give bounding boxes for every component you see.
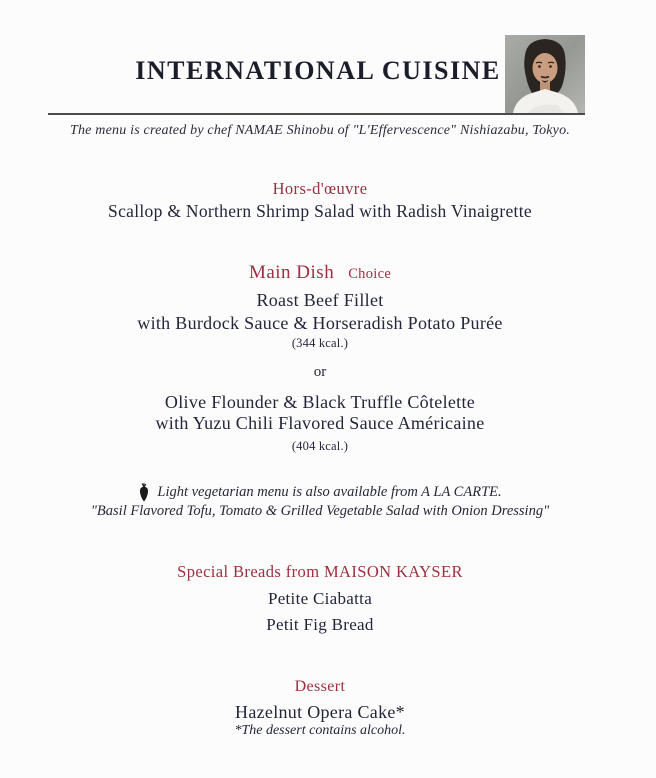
menu-item-fig-bread: Petit Fig Bread xyxy=(266,615,374,634)
menu-item-roast-beef: Roast Beef Fillet xyxy=(256,290,384,310)
carrot-icon xyxy=(138,483,150,502)
menu-item-roast-beef-detail: with Burdock Sauce & Horseradish Potato Purée xyxy=(137,313,503,333)
chef-portrait-photo xyxy=(505,35,585,113)
section-heading-dessert: Dessert xyxy=(294,678,346,695)
menu-item-opera-cake: Hazelnut Opera Cake* xyxy=(235,702,405,722)
section-heading-hors-doeuvre: Hors-d'œuvre xyxy=(272,179,368,198)
or-separator: or xyxy=(313,364,327,380)
calorie-label-option1: (344 kcal.) xyxy=(291,336,349,350)
menu-item-olive-flounder-detail: with Yuzu Chili Flavored Sauce Américaine xyxy=(155,413,485,433)
menu-item-scallop-salad: Scallop & Northern Shrimp Salad with Radish Vinaigrette xyxy=(108,201,532,221)
vegetarian-note-text: Light vegetarian menu is also available from A LA CARTE. xyxy=(157,484,502,500)
alcohol-note: *The dessert contains alcohol. xyxy=(234,723,406,738)
chef-credit-text: The menu is created by chef NAMAE Shinobu of "L'Effervescence" Nishiazabu, Tokyo. xyxy=(70,123,570,138)
menu-item-olive-flounder: Olive Flounder & Black Truffle Côtelette xyxy=(164,392,476,412)
menu-item-ciabatta: Petite Ciabatta xyxy=(267,589,373,608)
page-title: INTERNATIONAL CUISINE xyxy=(135,56,501,85)
header-divider xyxy=(48,113,585,115)
choice-label: Choice xyxy=(348,266,392,282)
section-heading-breads: Special Breads from MAISON KAYSER xyxy=(177,562,463,581)
main-dish-label: Main Dish xyxy=(248,262,335,283)
vegetarian-dish-name: "Basil Flavored Tofu, Tomato & Grilled Vegetable Salad with Onion Dressing" xyxy=(90,503,550,519)
section-heading-main-dish xyxy=(0,262,640,284)
calorie-label-option2: (404 kcal.) xyxy=(291,439,349,453)
